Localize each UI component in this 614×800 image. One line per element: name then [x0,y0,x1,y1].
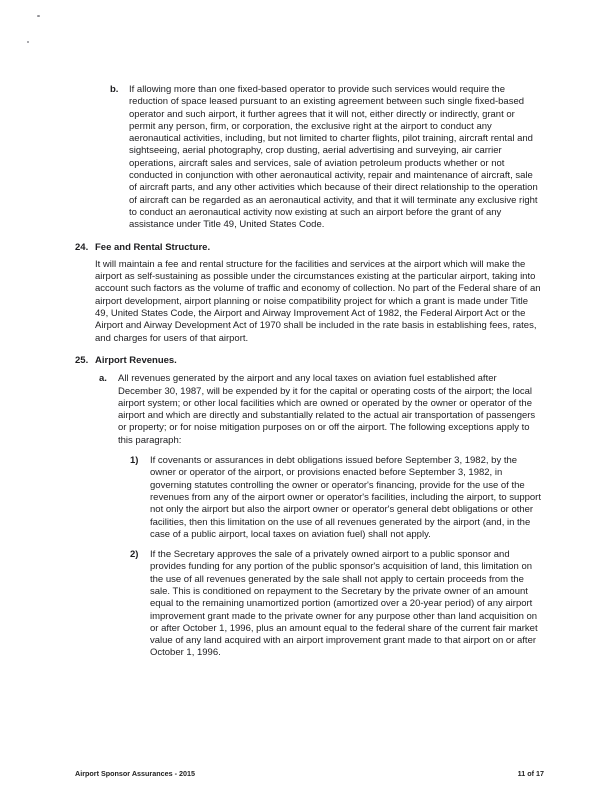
footer-page-number: 11 of 17 [517,769,544,778]
section-24-number: 24. [75,241,89,253]
list-item-a-label: a. [99,373,107,385]
section-25-title: Airport Revenues. [95,354,177,366]
footer-document-title: Airport Sponsor Assurances - 2015 [75,769,195,778]
section-24-title: Fee and Rental Structure. [95,241,211,253]
page-footer [75,769,544,778]
list-item-a-text: All revenues generated by the airport and any local taxes on aviation fuel established after December 30, 1987, will be expended by it for the capital or operating costs of the airport; the local airport system; or other local facilities which are owned or operated by the owner or operator of the airport and which are directly and substantially related to the actual air transportation of passengers or property; or for noise mitigation purposes on or off the airport. The following exceptions apply to this paragraph: [118,373,536,446]
list-subitem-2-text: If the Secretary approves the sale of a privately owned airport to a public sponsor and provides funding for any portion of the public sponsor's acquisition of land, this limitation on the use of all revenues generated by the sale shall not apply to certain proceeds from the sale. This is conditioned on repayment to the Secretary by the private owner of an amount equal to the remaining unamortized portion (amortized over a 20-year period) of any airport improvement grant made to the private owner for any purpose other than land acquisition on or after October 1, 1996, plus an amount equal to the federal share of the current fair market value of any land acquired with an airport improvement grant made to that airport on or after October 1, 1996. [150,549,538,659]
list-subitem-1-label: 1) [130,455,139,467]
section-24-heading [75,242,542,254]
list-subitem-2 [130,549,542,660]
list-item-b [110,84,542,232]
section-24-body: It will maintain a fee and rental structure for the facilities and services at the airport which will make the airport as self-sustaining as possible under the circumstances existing at the particular airport, taking into account such factors as the volume of traffic and economy of collection. No part of the Federal share of an airport development, airport planning or noise compatibility project for which a grant is made under Title 49, United States Code, the Airport and Airway Improvement Act of 1982, the Federal Airport Act or the Airport and Airway Development Act of 1970 shall be included in the rate basis in establishing fees, rates, and charges for users of that airport. [95,258,541,344]
list-subitem-1-text: If covenants or assurances in debt obligations issued before September 3, 1982, by the owner or operator of the airport, or provisions enacted before September 3, 1982, in governing statutes controlling the owner or operator's financing, provide for the use of the revenues from any of the airport owner or operator's facilities, including the airport, to support not only the airport but also the airport owner or operator's general debt obligations or other facilities, then this limitation on the use of all revenues generated by the airport (and, in the case of a public airport, local taxes on aviation fuel) shall not apply. [150,455,541,540]
list-subitem-2-label: 2) [130,549,139,561]
list-subitem-1 [130,455,542,541]
list-item-a [99,373,542,447]
section-25-number: 25. [75,354,89,366]
section-25-heading [75,355,542,367]
list-item-b-text: If allowing more than one fixed-based operator to provide such services would require the reduction of space leased pursuant to an existing agreement between such single fixed-based operator and such airport, it further agrees that it will not, either directly or indirectly, grant or permit any person, firm, or corporation, the exclusive right at the airport to conduct any aeronautical activities, including, but not limited to charter flights, pilot training, aircraft rental and sightseeing, aerial photography, crop dusting, aerial advertising and surveying, air carrier operations, aircraft sales and services, sale of aviation petroleum products whether or not conducted in conjunction with other aeronautical activity, repair and maintenance of aircraft, sale of aircraft parts, and any other activities which because of their direct relationship to the operation of aircraft can be regarded as an aeronautical activity, and that it will terminate any exclusive right to conduct an aeronautical activity now existing at such an airport before the grant of any assistance under Title 49, United States Code. [129,84,538,231]
list-item-b-label: b. [110,84,119,95]
